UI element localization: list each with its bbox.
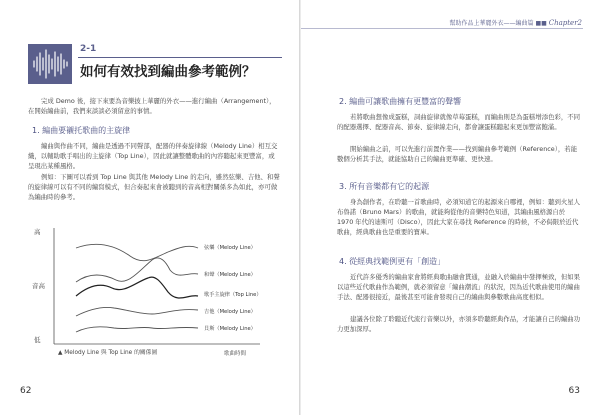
label-strings: 弦樂（Melody Line） [204, 245, 256, 251]
section-1-paragraph-1: 編曲與作曲不同，編曲是透過不同聲部，配器的伴奏旋律線（Melody Line）相互交織，以輔助歌手唱出的主旋律（Top Line），因此就讓整體歌曲的內容聽起來更豐富，或呈現出某種風格。 [28, 142, 278, 170]
section-4-paragraph-1: 近代許多優秀的編曲家會將經典歌曲融會貫通，並融入於編曲中發揮極致，但如果以這些近代歌曲作為範例，就必須留意「編曲潮流」的狀況，因為近代歌曲使用的編曲手法、配器很接近，最後甚至可能會發現自己的編曲與參數歌曲高度相似。 [337, 273, 581, 301]
chapter-number: 2-1 [80, 44, 97, 54]
intro-paragraph: 完成 Demo 後，接下來要為音樂披上華麗的外衣——進行編曲（Arrangement），在開始編曲前，我們來談談必須留意的事情。 [28, 97, 276, 115]
y-mid-label: 音高 [32, 282, 45, 290]
label-top-line: 歌手主旋律（Top Line） [204, 292, 262, 298]
section-1-heading: 1. 編曲要襯托歌曲的主旋律 [32, 126, 131, 135]
page-number-left: 62 [20, 386, 32, 396]
section-1-paragraph-2: 例如：下圖可以看到 Top Line 與其他 Melody Line 的走向，雖然弦樂、吉他、和聲的旋律線可以有不同的編寫模式，但合奏起來會被聽到的音高相對關係多為如此，亦可做為編曲時的參考。 [28, 173, 280, 201]
line-guitar [76, 307, 198, 316]
x-axis-label: 歌曲時間 [224, 351, 247, 357]
running-head-title: 幫助作品上華麗外衣——編曲篇 [449, 20, 534, 27]
line-harmony [76, 258, 198, 282]
label-guitar: 吉他（Melody Line） [204, 309, 256, 315]
running-head-chapter: Chapter2 [548, 19, 582, 27]
section-2-paragraph-1: 若將歌曲想像成蛋糕，詞曲旋律就像草莓蛋糕，而編曲則是為蛋糕增添色彩，不同的配器選擇、配器音高、節奏、旋律線走向，都會讓蛋糕聽起來更加豐富飽滿。 [337, 113, 581, 131]
section-3-heading: 3. 所有音樂都有它的起源 [339, 182, 430, 191]
running-head [450, 18, 582, 27]
section-2-heading: 2. 編曲可讓歌曲擁有更豐富的聲響 [339, 97, 462, 106]
right-page [301, 0, 600, 415]
melody-line-figure [28, 222, 288, 362]
section-4-paragraph-2: 建議各位除了聆聽近代流行音樂以外，亦須多聆聽經典作品，才能讓自己的編曲功力更加深厚。 [337, 315, 581, 333]
section-3-paragraph-1: 身為創作者，在聆聽一首歌曲時，必須知道它的起源來自哪裡，例如：聽到火星人布魯諾（Bruno Mars）的歌曲，就能夠從他的音樂特色知道，其編曲風格源自於 1970 年代的迪斯可（Disco），因此大家在尋找 Reference 的時候，不必侷限於近代歌曲，經典歌曲也是重要的寶庫。 [337, 198, 581, 236]
page-number-right: 63 [568, 386, 580, 396]
running-head-rule [301, 28, 583, 29]
label-bass: 貝斯（Melody Line） [204, 326, 256, 332]
line-top-line [76, 277, 198, 298]
section-2-paragraph-2: 開始編曲之前，可以先進行前置作業——找到編曲參考範例（Reference），若能數個分析其手法，就能協助自己的編曲更準確、更快速。 [337, 145, 578, 163]
running-head-marks: ■■ [535, 20, 547, 27]
chapter-title: 如何有效找到編曲參考範例？ [80, 64, 256, 80]
chapter-header [28, 44, 282, 84]
section-4-heading: 4. 從經典找範例更有「創造」 [339, 257, 446, 266]
figure-caption: ▲ Melody Line 與 Top Line 的關係圖 [58, 350, 158, 356]
y-high-label: 高 [34, 228, 41, 236]
chapter-rule [78, 57, 282, 58]
y-low-label: 低 [34, 336, 41, 344]
line-bass [76, 327, 198, 332]
line-strings [76, 244, 198, 260]
waveform-icon [28, 44, 72, 84]
left-page [0, 0, 299, 415]
label-harmony: 和聲（Melody Line） [204, 272, 256, 278]
